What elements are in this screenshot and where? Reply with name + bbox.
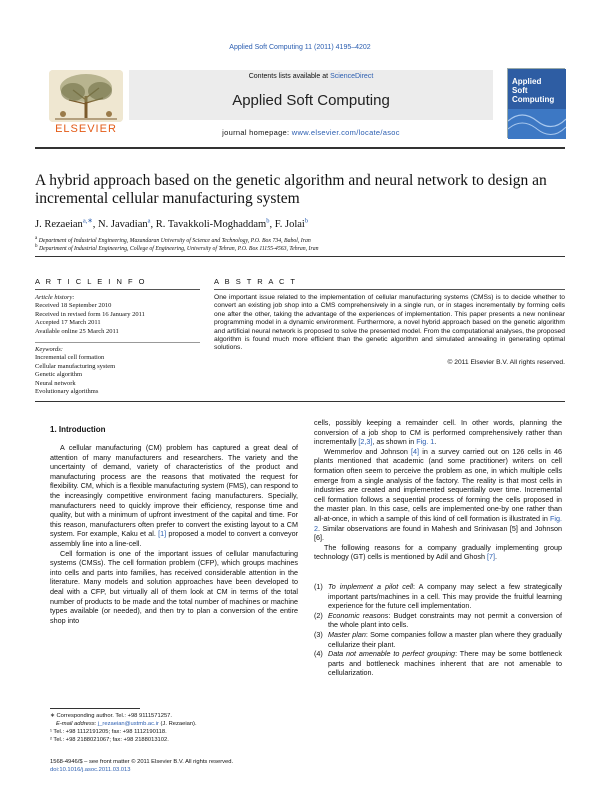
list-item-text: : Some companies follow a master plan where they gradually cellularize their plant. [328, 629, 562, 649]
article-info-heading: A R T I C L E I N F O [35, 277, 147, 286]
paragraph-text: . [495, 552, 497, 562]
affiliation [35, 236, 565, 244]
elsevier-logo[interactable] [49, 70, 123, 134]
keyword: Cellular manufacturing system [35, 362, 116, 370]
list-item [314, 582, 562, 611]
citation-link[interactable]: [1] [158, 529, 167, 539]
author-affiliation-mark[interactable]: b [304, 217, 309, 224]
body-left-column [50, 443, 298, 625]
front-matter-copyright [50, 758, 298, 774]
list-item-label: Data not amenable to perfect grouping [328, 649, 456, 659]
journal-homepage [129, 128, 493, 137]
paragraph-text: . [434, 437, 437, 447]
paragraph [50, 549, 298, 626]
email-link[interactable]: j_rezaeian@ustmb.ac.ir [97, 721, 159, 727]
author-affiliation-mark[interactable]: a,∗ [82, 217, 93, 224]
abstract-copyright: © 2011 Elsevier B.V. All rights reserved. [447, 359, 565, 366]
list-item [314, 649, 562, 678]
email-label: E-mail address: [56, 721, 97, 727]
section-heading-introduction: 1. Introduction [50, 425, 106, 434]
abstract-rule [214, 289, 565, 290]
journal-cover-thumbnail[interactable] [507, 68, 565, 138]
author[interactable] [156, 219, 275, 230]
journal-masthead [35, 68, 565, 142]
list-item-text: : Budget constraints may not permit a conversion of the whole plant into cells. [328, 610, 563, 630]
paragraph [314, 543, 562, 562]
paragraph [50, 443, 298, 549]
publisher-name: ELSEVIER [55, 123, 117, 135]
abstract-text: One important issue related to the implementation of cellular manufacturing systems (CMSs) is to decide whether to convert an existing job shop into a CMS comprehensively in a single run, or in stages incrementally by forming cells one after the other, taking the advantage of the experiences of implementation. This paper presents a new nonlinear programming model in a dynamic environment. Furthermore, a novel hybrid approach based on the genetic algorithm and artificial neural network is proposed to solve the presented model. From the computational analyses, the proposed algorithm is found much more efficient than the genetic algorithm and simulated annealing in generating optimal solutions. [214, 294, 565, 352]
author-separator: , [269, 218, 275, 230]
keyword: Neural network [35, 379, 76, 387]
author[interactable] [35, 219, 98, 230]
history-label: Article history: [35, 294, 75, 301]
footnote-rule [50, 708, 140, 709]
reasons-list [314, 582, 562, 678]
list-item-label: Economic reasons [328, 610, 389, 620]
history-item: Accepted 17 March 2011 [35, 319, 101, 327]
list-item-label: Master plan [328, 629, 366, 639]
author[interactable] [98, 219, 156, 230]
paragraph-text: Cell formation is one of the important issues of cellular manufacturing systems (CMSs). The cell formation problem (CFP), which groups machines into cells and parts into families, has received considerable attention in the literature. Many models and solution approaches have been developed to deal with a CFP, but virtually all of them look at CM in terms of the total number of products to be made and the total number of machines or machine types available (or needed), and then try to plan a conversion of the entire shop into [50, 548, 298, 625]
history-item: Received in revised form 16 January 2011 [35, 310, 145, 318]
journal-banner [129, 70, 493, 120]
keywords [35, 346, 200, 396]
paragraph-text: A cellular manufacturing (CM) problem has captured a great deal of attention of many manufacturers and researchers. The variety and the uncertainty of demand, variety of characteristics of the product and manufacturing process are the reasons that motivated the request for flexibility. CM, which is a flexible manufacturing system (FMS), can respond to the increasingly competitive environment facing manufacturers. Specially, manufacturers need to quickly improve their efficiency, response time and quality, but with a minimum of upfront investment of the capital and time. For this reason, manufacturers often prefer to convert the existing layout to a CM system. For example, Kaku et al. [50, 443, 298, 539]
author-separator: , [150, 218, 156, 230]
corresponding-author-note: ∗ Corresponding author. Tel.: +98 9111571257. [50, 713, 173, 719]
telephone-note: ² Tel.: +98 2188021067; fax: +98 2188013102. [50, 737, 169, 743]
keywords-rule [35, 342, 200, 343]
cover-title: Applied Soft Computing [512, 77, 555, 104]
paragraph-text: Wemmerlov and Johnson [324, 446, 412, 456]
list-number: (3) [314, 629, 323, 639]
author-affiliation-mark[interactable]: a [147, 217, 151, 224]
author-list [35, 216, 565, 230]
paragraph-text: cells, possibly keeping a remainder cell. In other words, planning the conversion of a job shop to CM is performed comprehensively rather than incrementally [314, 418, 562, 447]
author[interactable] [275, 219, 308, 230]
list-item [314, 611, 562, 630]
email-suffix: (J. Rezaeian). [160, 721, 197, 727]
article-history [35, 294, 200, 336]
author-name: N. Javadian [98, 218, 148, 230]
keyword: Genetic algorithm [35, 371, 83, 379]
paragraph-text: proposed a model to convert a conveyor assembly line into a line-cell. [50, 529, 299, 548]
email-note [50, 720, 298, 728]
affiliation-mark: b [35, 244, 38, 249]
affiliation-text: Department of Industrial Engineering, College of Engineering, University of Tehran, P.O. Box 11155-4563, Tehran, Iran [38, 245, 319, 252]
elsevier-tree-icon [49, 70, 123, 122]
figure-link[interactable]: Fig. 2 [314, 513, 562, 533]
telephone-note: ¹ Tel.: +98 1112191205; fax: +98 1112190118. [50, 729, 167, 735]
sciencedirect-link[interactable]: ScienceDirect [330, 73, 374, 80]
citation-link[interactable]: [4] [411, 446, 420, 456]
paragraph [314, 447, 562, 543]
journal-name: Applied Soft Computing [232, 92, 390, 109]
affiliation-mark: a [35, 236, 38, 241]
affiliation-text: Department of Industrial Engineering, Mazandaran University of Science and Technology, P.O. Box 734, Babol, Iran [38, 237, 311, 244]
history-item: Received 18 September 2010 [35, 302, 112, 310]
paragraph-text: . Similar observations are found in Mahesh and Srinivasan [5] and Johnson [6]. [314, 523, 562, 543]
keywords-label: Keywords: [35, 346, 63, 353]
author-affiliation-mark[interactable]: b [266, 217, 270, 224]
contents-line [129, 73, 493, 80]
paragraph-text: , as shown in [372, 437, 417, 447]
doi-link[interactable]: doi:10.1016/j.asoc.2011.03.013 [50, 767, 131, 773]
article-title: A hybrid approach based on the genetic algorithm and neural network to design an incremental cellular manufacturing system [35, 172, 547, 207]
body-right-column [314, 418, 562, 562]
masthead-divider [35, 147, 565, 149]
citation-link[interactable]: [2,3] [358, 437, 373, 447]
citation-link[interactable]: [7] [487, 552, 495, 562]
list-item [314, 630, 562, 649]
keyword: Evolutionary algorithms [35, 388, 99, 396]
author-name: F. Jolai [274, 218, 305, 230]
list-item-label: To implement a pilot cell [328, 582, 414, 591]
footnotes [50, 712, 298, 744]
homepage-prefix: journal homepage: [222, 128, 290, 137]
issn-line: 1568-4946/$ – see front matter © 2011 Elsevier B.V. All rights reserved. [50, 759, 234, 765]
list-number: (1) [314, 582, 323, 591]
list-number: (2) [314, 610, 323, 620]
history-item: Available online 25 March 2011 [35, 327, 119, 335]
figure-link[interactable]: Fig. 1 [416, 437, 435, 447]
keyword: Incremental cell formation [35, 354, 105, 362]
homepage-link[interactable]: www.elsevier.com/locate/asoc [291, 128, 400, 137]
author-name: J. Rezaeian [35, 218, 83, 230]
author-separator: , [92, 218, 99, 230]
affiliation [35, 244, 565, 252]
author-name: R. Tavakkoli-Moghaddam [155, 218, 267, 230]
paragraph-text: The following reasons for a company gradually implementing group technology (GT) cells is mentioned by Adil and Ghosh [314, 542, 562, 562]
paragraph-text: in a survey carried out on 126 cells in 46 plants mentioned that academic (and some practitioner) writers on cell formation often seem to perceive the problem as one, in which multiple cells emerge from a single analysis of the factory. The reality is that most cells in industries are created and implemented sequentially over time. Incremental cell formation follows a sequential process of forming the cells proposed in the master plan. In this case, cells are implemented one-by one rather than all-at-once, in which a sample of this kind of cell formation is illustrated in [314, 446, 562, 523]
list-number: (4) [314, 649, 323, 659]
front-matter-divider [35, 401, 565, 402]
journal-reference[interactable]: Applied Soft Computing 11 (2011) 4195–4202 [229, 44, 371, 51]
list-item-text: : There may be some bottleneck parts and bottleneck machines inherent that are not amenable to cellularization. [328, 649, 562, 678]
contents-prefix: Contents lists available at [248, 73, 329, 80]
meta-divider [35, 256, 565, 257]
article-info-rule [35, 289, 200, 290]
paragraph [314, 418, 562, 447]
abstract-heading: A B S T R A C T [214, 277, 297, 286]
list-item-text: : A company may select a few strategically important parts/machines in a cell. This may provide the fruitful learning experience for the future cell implementation. [328, 582, 562, 611]
